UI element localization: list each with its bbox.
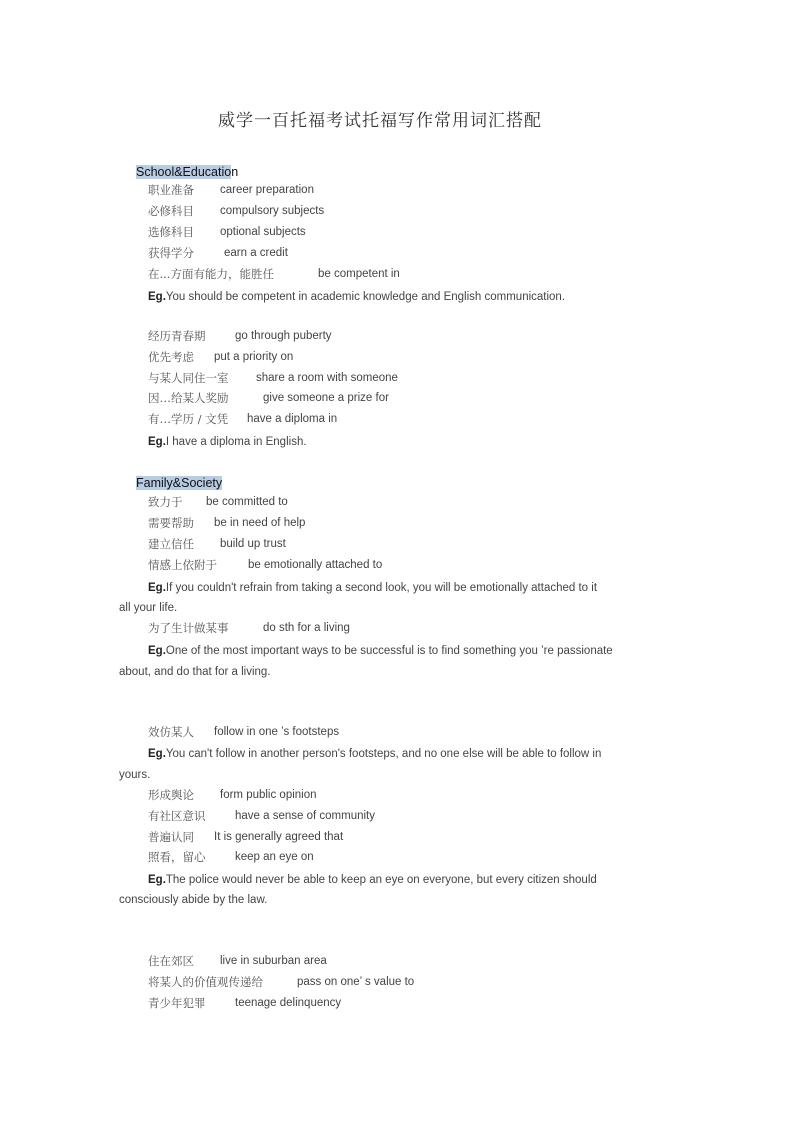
vocab-en: have a diploma in — [247, 413, 338, 425]
example-label: Eg. — [148, 436, 166, 448]
vocab-en: be competent in — [318, 268, 400, 280]
example-text: If you couldn't refrain from taking a second look, you will be emotionally attached to it — [165, 582, 598, 594]
vocab-en: follow in one ’s footsteps — [214, 726, 340, 738]
section-heading-family-society — [136, 475, 222, 491]
vocab-zh: 经历青春期 — [148, 329, 206, 343]
vocab-row — [148, 536, 286, 553]
example-sentence — [148, 746, 601, 762]
vocab-zh: 优先考虑 — [148, 350, 194, 364]
vocab-row — [148, 349, 294, 366]
example-sentence — [148, 434, 307, 450]
example-continuation: yours. — [119, 769, 151, 781]
heading-highlight: Family&Society — [136, 476, 223, 490]
vocab-en: put a priority on — [214, 351, 294, 363]
vocab-row — [148, 557, 383, 574]
vocab-en: live in suburban area — [220, 955, 327, 967]
vocab-en: earn a credit — [224, 247, 288, 259]
vocab-en: It is generally agreed that — [214, 831, 344, 843]
vocab-zh: 照看，留心 — [148, 850, 206, 864]
vocab-row — [148, 829, 344, 846]
vocab-en: have a sense of community — [235, 810, 375, 822]
heading-rest: n — [231, 165, 239, 179]
example-label: Eg. — [148, 291, 166, 303]
vocab-zh: 有…学历 / 文凭 — [148, 412, 229, 426]
vocab-zh: 住在郊区 — [148, 954, 194, 968]
vocab-zh: 普遍认同 — [148, 830, 194, 844]
vocab-row — [148, 995, 342, 1012]
vocab-en: give someone a prize for — [263, 392, 389, 404]
vocab-zh: 效仿某人 — [148, 725, 194, 739]
vocab-row — [148, 953, 327, 970]
vocab-row — [148, 411, 338, 428]
vocab-row — [148, 724, 340, 741]
example-continuation: consciously abide by the law. — [119, 894, 268, 906]
vocab-zh: 职业准备 — [148, 183, 194, 197]
vocab-row — [148, 328, 332, 345]
vocab-row — [148, 974, 415, 991]
vocab-row — [148, 390, 389, 407]
vocab-zh: 必修科目 — [148, 204, 194, 218]
example-label: Eg. — [148, 582, 166, 594]
vocab-row — [148, 266, 400, 283]
vocab-zh: 有社区意识 — [148, 809, 206, 823]
vocab-row — [148, 370, 398, 387]
vocab-zh: 形成舆论 — [148, 788, 194, 802]
example-text: You can't follow in another person's footsteps, and no one else will be able to follow in — [165, 748, 602, 760]
example-continuation: all your life. — [119, 602, 178, 614]
example-sentence — [148, 872, 597, 888]
vocab-en: pass on one’ s value to — [297, 976, 415, 988]
vocab-zh: 情感上依附于 — [148, 558, 217, 572]
example-sentence — [148, 289, 565, 305]
vocab-zh: 建立信任 — [148, 537, 194, 551]
vocab-zh: 将某人的价值观传递给 — [148, 975, 263, 989]
example-text: The police would never be able to keep an eye on everyone, but every citizen should — [165, 874, 597, 886]
vocab-row — [148, 787, 317, 804]
vocab-row — [148, 245, 288, 262]
vocab-en: be in need of help — [214, 517, 306, 529]
vocab-en: share a room with someone — [256, 372, 398, 384]
vocab-zh: 青少年犯罪 — [148, 996, 206, 1010]
vocab-en: be committed to — [206, 496, 288, 508]
section-heading-school-education — [136, 164, 238, 180]
vocab-zh: 需要帮助 — [148, 516, 194, 530]
vocab-zh: 选修科目 — [148, 225, 194, 239]
vocab-en: form public opinion — [220, 789, 317, 801]
example-label: Eg. — [148, 645, 166, 657]
vocab-en: be emotionally attached to — [248, 559, 383, 571]
vocab-row — [148, 494, 288, 511]
vocab-zh: 在...方面有能力，能胜任 — [148, 267, 274, 281]
vocab-en: optional subjects — [220, 226, 306, 238]
vocab-en: compulsory subjects — [220, 205, 325, 217]
vocab-row — [148, 224, 306, 241]
example-text: I have a diploma in English. — [165, 436, 307, 448]
vocab-row — [148, 849, 314, 866]
example-sentence — [148, 643, 613, 659]
vocab-row — [148, 808, 375, 825]
example-continuation: about, and do that for a living. — [119, 666, 271, 678]
page-title: 威学一百托福考试托福写作常用词汇搭配 — [218, 111, 542, 131]
example-label: Eg. — [148, 748, 166, 760]
example-text: One of the most important ways to be successful is to find something you ’re passionate — [165, 645, 613, 657]
vocab-zh: 获得学分 — [148, 246, 194, 260]
vocab-en: teenage delinquency — [235, 997, 342, 1009]
vocab-row — [148, 182, 314, 199]
vocab-zh: 与某人同住一室 — [148, 371, 229, 385]
example-text: You should be competent in academic knowledge and English communication. — [165, 291, 566, 303]
vocab-en: career preparation — [220, 184, 314, 196]
example-label: Eg. — [148, 874, 166, 886]
vocab-en: do sth for a living — [263, 622, 350, 634]
example-sentence — [148, 580, 597, 596]
heading-highlight: School&Educatio — [136, 165, 232, 179]
vocab-zh: 因…给某人奖励 — [148, 391, 229, 405]
vocab-row — [148, 620, 350, 637]
vocab-row — [148, 203, 325, 220]
vocab-zh: 致力于 — [148, 495, 183, 509]
vocab-en: go through puberty — [235, 330, 332, 342]
vocab-zh: 为了生计做某事 — [148, 621, 229, 635]
vocab-en: keep an eye on — [235, 851, 314, 863]
vocab-row — [148, 515, 306, 532]
vocab-en: build up trust — [220, 538, 286, 550]
